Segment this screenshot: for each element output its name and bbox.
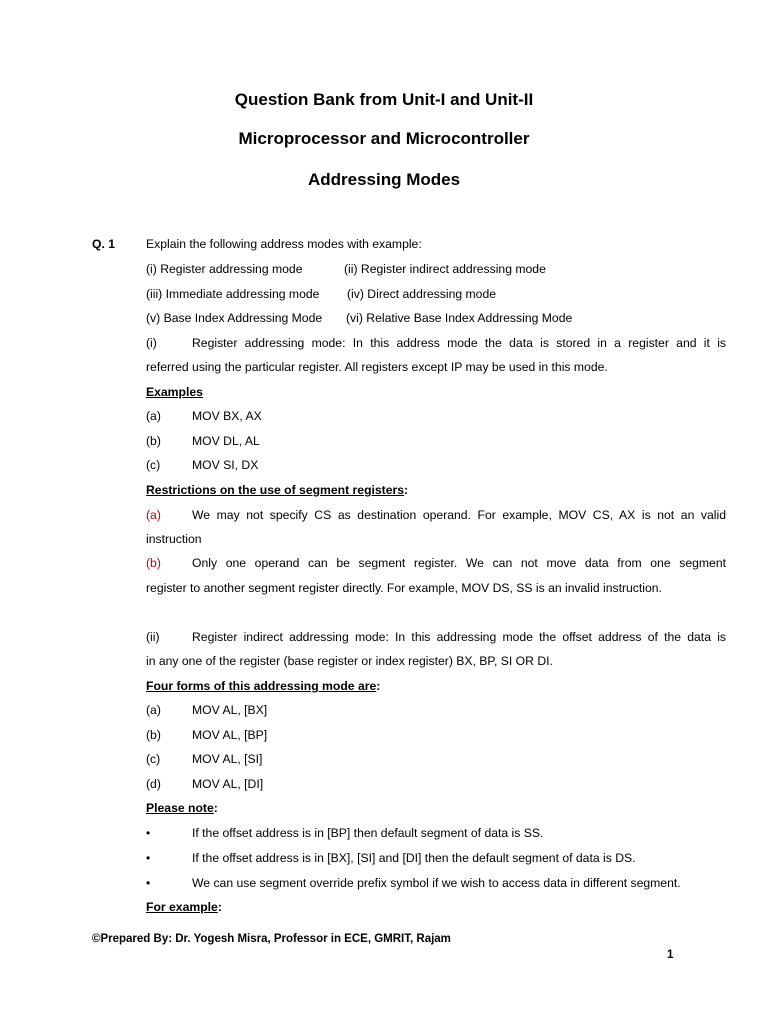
mode-iii: (iii) Immediate addressing mode — [146, 287, 320, 301]
examples-heading: Examples — [146, 385, 203, 399]
restriction-b-line-2: register to another segment register directly. For example, MOV DS, SS is an invalid instruction. — [146, 581, 662, 595]
mode-ii: (ii) Register indirect addressing mode — [344, 262, 546, 276]
restriction-a-line-2: instruction — [146, 532, 202, 546]
restrictions-colon: : — [404, 483, 409, 497]
part-ii-line-2: in any one of the register (base register or index register) BX, BP, SI OR DI. — [146, 654, 553, 668]
example-b-code: MOV DL, AL — [192, 434, 260, 448]
title-line-1: Question Bank from Unit-I and Unit-II — [234, 90, 534, 109]
example-a-code: MOV BX, AX — [192, 409, 262, 423]
form-d-code: MOV AL, [DI] — [192, 777, 264, 791]
mode-iv: (iv) Direct addressing mode — [347, 287, 497, 301]
footer-credit: ©Prepared By: Dr. Yogesh Misra, Professor in ECE, GMRIT, Rajam — [92, 933, 451, 945]
example-colon: : — [217, 900, 222, 914]
question-number: Q. 1 — [92, 237, 116, 251]
note-colon: : — [213, 801, 218, 815]
part-i-line-2: referred using the particular register. All registers except IP may be used in this mode. — [146, 360, 608, 374]
note-1: If the offset address is in [BP] then default segment of data is SS. — [192, 826, 544, 840]
bullet-icon: • — [146, 851, 151, 865]
part-i-marker: (i) — [146, 336, 157, 350]
forms-heading: Four forms of this addressing mode are — [146, 679, 377, 693]
forms-heading-row — [146, 679, 380, 693]
form-b-code: MOV AL, [BP] — [192, 728, 268, 742]
form-c-code: MOV AL, [SI] — [192, 752, 263, 766]
form-b-label: (b) — [146, 728, 161, 742]
example-b-label: (b) — [146, 434, 161, 448]
note-2: If the offset address is in [BX], [SI] and [DI] then the default segment of data is DS. — [192, 851, 636, 865]
forms-colon: : — [376, 679, 381, 693]
example-c-code: MOV SI, DX — [192, 458, 259, 472]
restrictions-heading: Restrictions on the use of segment registers — [146, 483, 405, 497]
restriction-b-label: (b) — [146, 556, 161, 570]
page-number: 1 — [667, 949, 674, 961]
bullet-icon: • — [146, 876, 151, 890]
mode-v: (v) Base Index Addressing Mode — [146, 311, 323, 325]
part-i-line-1: Register addressing mode: In this address mode the data is stored in a register and it is — [192, 336, 726, 350]
mode-vi: (vi) Relative Base Index Addressing Mode — [346, 311, 573, 325]
restrictions-heading-row — [146, 483, 408, 497]
example-heading-row — [146, 900, 222, 914]
part-ii-line-1: Register indirect addressing mode: In this addressing mode the offset address of the data is — [192, 630, 726, 644]
restriction-a-label: (a) — [146, 508, 161, 522]
example-heading: For example — [146, 900, 218, 914]
question-prompt: Explain the following address modes with example: — [146, 237, 422, 251]
title-line-3: Addressing Modes — [307, 170, 461, 189]
title-line-2: Microprocessor and Microcontroller — [238, 129, 530, 148]
restriction-a-line-1: We may not specify CS as destination operand. For example, MOV CS, AX is not an valid — [192, 508, 726, 522]
part-ii-marker: (ii) — [146, 630, 160, 644]
form-a-label: (a) — [146, 703, 161, 717]
example-c-label: (c) — [146, 458, 161, 472]
form-d-label: (d) — [146, 777, 161, 791]
bullet-icon: • — [146, 826, 151, 840]
mode-i: (i) Register addressing mode — [146, 262, 303, 276]
note-heading: Please note — [146, 801, 214, 815]
example-a-label: (a) — [146, 409, 161, 423]
form-a-code: MOV AL, [BX] — [192, 703, 268, 717]
form-c-label: (c) — [146, 752, 161, 766]
note-3: We can use segment override prefix symbol if we wish to access data in different segment. — [192, 876, 681, 890]
note-heading-row — [146, 801, 218, 815]
restriction-b-line-1: Only one operand can be segment register. We can not move data from one segment — [192, 556, 726, 570]
